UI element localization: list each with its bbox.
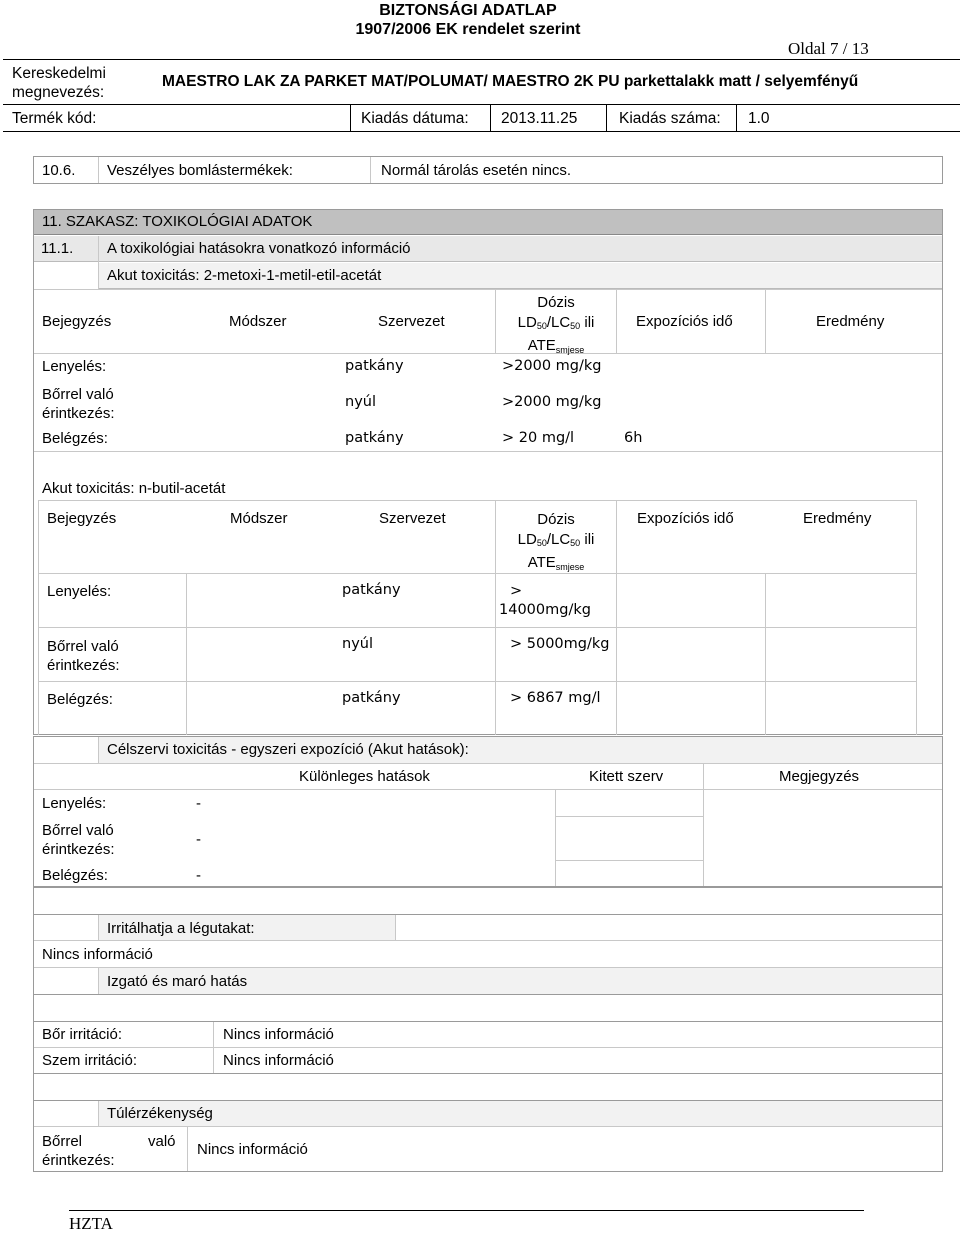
t2-col-entry: Bejegyzés xyxy=(47,510,117,527)
irritation-spacer xyxy=(33,994,943,1022)
subsection-11-1-number: 11.1. xyxy=(41,240,74,257)
t2-row2-organism: nyúl xyxy=(342,636,373,652)
sensitisation-spacer xyxy=(33,1073,943,1101)
eye-irritation-value: Nincs információ xyxy=(223,1052,334,1069)
t1-row3-dose: > 20 mg/l xyxy=(502,430,575,446)
t1-col-exposure: Expozíciós idő xyxy=(636,313,733,330)
stot-row1-entry: Lenyelés: xyxy=(42,795,107,812)
acute-tox-2-title: Akut toxicitás: n-butil-acetát xyxy=(42,480,226,497)
product-code-label: Termék kód: xyxy=(12,110,97,127)
acute-tox-1-title: Akut toxicitás: 2-metoxi-1-metil-etil-acetát xyxy=(107,267,382,284)
stot-title: Célszervi toxicitás - egyszeri expozíció (Akut hatások): xyxy=(107,741,469,758)
t2-row3-entry: Belégzés: xyxy=(47,691,113,708)
document-title: BIZTONSÁGI ADATLAP xyxy=(379,2,557,19)
t2-row1-organism: patkány xyxy=(342,582,401,598)
stot-row2-entry: Bőrrel való érintkezés: xyxy=(42,822,115,858)
skin-irritation-value: Nincs információ xyxy=(223,1026,334,1043)
t2-row3-dose: > 6867 mg/l xyxy=(510,690,601,706)
t1-col-organism: Szervezet xyxy=(378,313,445,330)
t1-col-result: Eredmény xyxy=(816,313,885,330)
stot-col-organ: Kitett szerv xyxy=(589,768,664,785)
t2-row1-entry: Lenyelés: xyxy=(47,583,112,600)
t2-col-organism: Szervezet xyxy=(379,510,446,527)
t1-row2-organism: nyúl xyxy=(345,394,376,410)
stot-row1-value: - xyxy=(196,795,201,812)
t2-row2-entry: Bőrrel való érintkezés: xyxy=(47,638,120,674)
sensitisation-title-bar xyxy=(99,1101,942,1126)
t1-row2-dose: >2000 mg/kg xyxy=(502,394,602,410)
issue-date-label: Kiadás dátuma: xyxy=(361,110,469,127)
trade-name: MAESTRO LAK ZA PARKET MAT/POLUMAT/ MAESTRO 2K PU parkettalakk matt / selyemfényű xyxy=(162,73,859,90)
sensitisation-label: Bőrrel való érintkezés: xyxy=(42,1133,176,1169)
t1-row1-dose: >2000 mg/kg xyxy=(502,358,602,374)
footer-label: HZTA xyxy=(69,1214,113,1233)
subsection-11-1-title: A toxikológiai hatásokra vonatkozó információ xyxy=(107,240,411,257)
document-subtitle: 1907/2006 EK rendelet szerint xyxy=(355,21,581,38)
t2-col-dose: Dózis $LD_{50}/LC_{50}$ ili $ATE_{smjese}$ xyxy=(517,511,595,572)
issue-number: 1.0 xyxy=(748,110,770,127)
corrosion-title: Izgató és maró hatás xyxy=(107,973,248,990)
spacer-row xyxy=(33,887,943,915)
page-number: Oldal 7 / 13 xyxy=(788,39,869,58)
section-11-heading: 11. SZAKASZ: TOXIKOLÓGIAI ADATOK xyxy=(34,210,942,235)
t1-row1-entry: Lenyelés: xyxy=(42,358,107,375)
respiratory-value: Nincs információ xyxy=(42,946,153,963)
stot-row3-entry: Belégzés: xyxy=(42,867,108,884)
t2-col-exposure: Expozíciós idő xyxy=(637,510,734,527)
skin-irritation-label: Bőr irritáció: xyxy=(42,1026,123,1043)
t2-row2-dose: > 5000mg/kg xyxy=(510,636,610,652)
issue-number-label: Kiadás száma: xyxy=(619,110,721,127)
sensitisation-title: Túlérzékenység xyxy=(107,1105,213,1122)
t1-row3-time: 6h xyxy=(624,430,643,446)
sensitisation-value: Nincs információ xyxy=(197,1141,308,1158)
t1-col-dose: Dózis $LD_{50}/LC_{50}$ ili $ATE_{smjese}$ xyxy=(517,294,595,355)
t1-row1-organism: patkány xyxy=(345,358,404,374)
stot-row2-value: - xyxy=(196,831,201,848)
stot-col-effects: Különleges hatások xyxy=(299,768,430,785)
issue-date: 2013.11.25 xyxy=(501,110,578,127)
t1-col-method: Módszer xyxy=(229,313,287,330)
t2-col-method: Módszer xyxy=(230,510,288,527)
t1-row2-entry: Bőrrel való érintkezés: xyxy=(42,386,115,422)
t1-col-entry: Bejegyzés xyxy=(42,313,112,330)
t1-row3-organism: patkány xyxy=(345,430,404,446)
respiratory-title: Irritálhatja a légutakat: xyxy=(107,920,255,937)
section-10-6-value: Normál tárolás esetén nincs. xyxy=(381,162,572,179)
eye-irritation-label: Szem irritáció: xyxy=(42,1052,138,1069)
stot-col-note: Megjegyzés xyxy=(779,768,860,785)
trade-name-label: Kereskedelmi megnevezés: xyxy=(12,65,106,101)
t2-row3-organism: patkány xyxy=(342,690,401,706)
t2-col-result: Eredmény xyxy=(803,510,872,527)
section-10-6-label: Veszélyes bomlástermékek: xyxy=(107,162,293,179)
t1-row3-entry: Belégzés: xyxy=(42,430,108,447)
t2-row1-dose: > 14000mg/kg xyxy=(499,583,591,618)
section-10-6-number: 10.6. xyxy=(42,162,76,179)
stot-row3-value: - xyxy=(196,867,201,884)
